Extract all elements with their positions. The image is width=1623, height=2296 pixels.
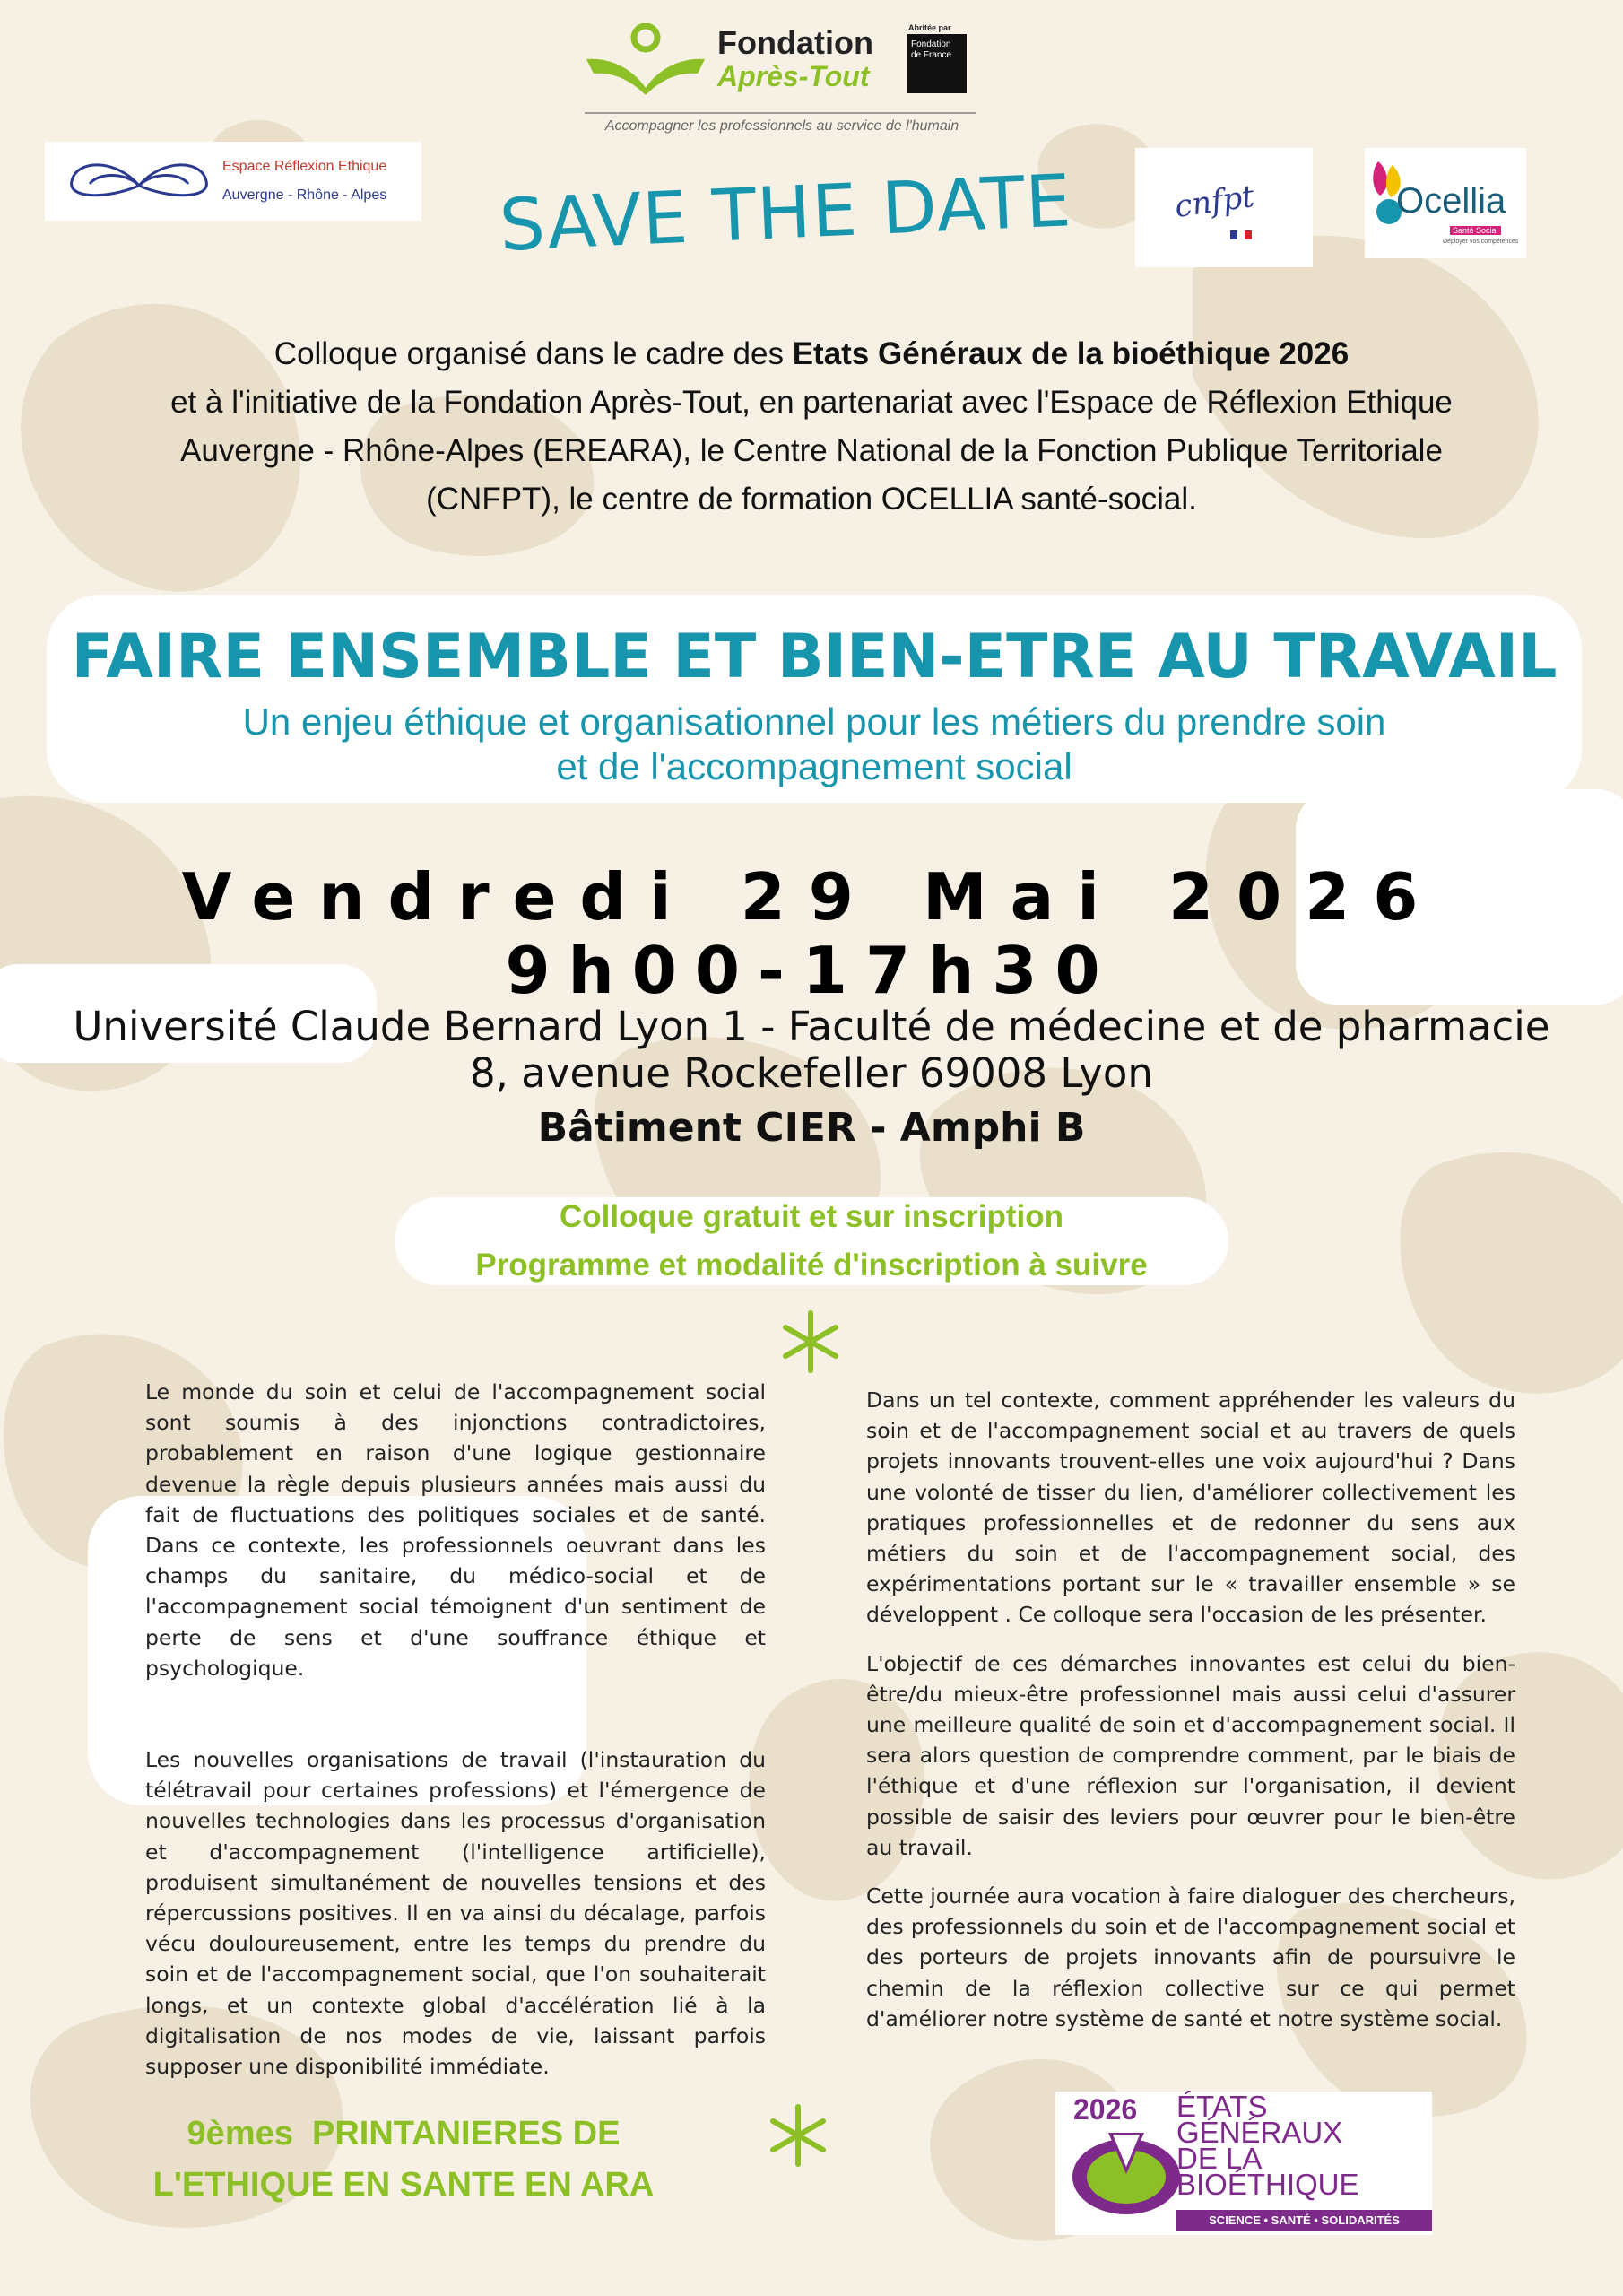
body-right-p1: Dans un tel contexte, comment appréhender les valeurs du soin et de l'accompagnement social et au travers de quels projets innovants trouvent-elles une voix aujourd'hui ? Dans une volonté de tisser du lien, d'améliorer collectivement les pratiques professionnelles et de redonner du sens aux métiers du soin et de l'accompagnement social, des expérimentations portant sur le « travailler ensemble » se développent . Ce colloque sera l'occasion de les présenter. — [866, 1387, 1515, 1628]
fondation-de-france-logo — [907, 34, 967, 93]
fondation-logo-icon — [583, 23, 708, 95]
egb-title — [1176, 2090, 1359, 2201]
body-right-p2: L'objectif de ces démarches innovantes est celui du bien-être/du mieux-être professionnel mais aussi celui d'assurer une meilleure qualité de soin et d'accompagnement social. Il sera alors question de comprendre comment, par le biais de l'éthique et d'une réflexion sur l'organisation, il devient possible de saisir des leviers pour œuvrer pour le bien-être au travail. — [866, 1650, 1515, 1860]
ereara-logo-icon — [63, 150, 215, 213]
intro-line2: et à l'initiative de la Fondation Après-Tout, en partenariat avec l'Espace de Réflexion Ethique — [170, 385, 1453, 420]
ocellia-badge: Santé Social — [1450, 226, 1501, 235]
registration-line1: Colloque gratuit et sur inscription — [560, 1199, 1063, 1234]
intro-text — [0, 330, 1623, 524]
asterisk-icon — [769, 2103, 827, 2168]
cnfpt-flag — [1230, 230, 1252, 239]
event-date: Vendredi 29 Mai 2026 — [181, 859, 1442, 935]
event-address: 8, avenue Rockefeller 69008 Lyon — [470, 1049, 1153, 1097]
intro-line4: (CNFPT), le centre de formation OCELLIA santé-social. — [426, 482, 1197, 517]
cnfpt-text: cnfpt — [1172, 178, 1257, 225]
event-room: Bâtiment CIER - Amphi B — [537, 1105, 1086, 1151]
body-left-p2: Les nouvelles organisations de travail (l'instauration du télétravail pour certaines professions) et l'émergence de nouvelles technologies dans les processus d'organisation et d'accompagnement (l'intelligence artificielle), produisent simultanément de nouvelles tensions et des répercussions positives. Il en va ainsi du décalage, parfois vécu douloureusement, entre les temps du prendre du soin et de l'accompagnement social, que l'on souhaiterait longs, et un contexte global d'accélération lié à la digitalisation de nos modes de vie, laissant parfois supposer une disponibilité immédiate. — [145, 1747, 766, 2080]
foundation-name: Fondation — [717, 24, 873, 61]
title-panel — [47, 595, 1582, 803]
egb-emblem-icon — [1068, 2127, 1185, 2217]
egb-band: SCIENCE • SANTÉ • SOLIDARITÉS — [1176, 2210, 1432, 2231]
ereara-logo — [45, 142, 421, 221]
body-left-p1: Le monde du soin et celui de l'accompagnement social sont soumis à des injonctions contradictoires, probablement en raison d'une logique gestionnaire devenue la règle depuis plusieurs années mais aussi du fait de fluctuations des politiques sociales et de santé. Dans ce contexte, les professionnels oeuvrant dans les champs du sanitaire, du médico-social et de l'accompagnement social témoignent d'un sentiment de perte de sens et d'une souffrance éthique et psychologique. — [145, 1379, 766, 1681]
intro-line3: Auvergne - Rhône-Alpes (EREARA), le Centre National de la Fonction Publique Territoriale — [180, 433, 1443, 468]
event-time: 9h00-17h30 — [505, 933, 1118, 1008]
ereara-line2: Auvergne - Rhône - Alpes — [222, 187, 387, 203]
footer-line2: L'ETHIQUE EN SANTE EN ARA — [152, 2166, 655, 2204]
cnfpt-logo — [1135, 148, 1313, 267]
foundation-subname: Après-Tout — [717, 60, 870, 92]
ocellia-name: Ocellia — [1396, 180, 1506, 221]
egb-line4: BIOÉTHIQUE — [1176, 2168, 1359, 2201]
intro-line1-bold: Etats Généraux de la bioéthique 2026 — [792, 336, 1350, 371]
logo-divider — [585, 112, 976, 114]
foundation-tagline: Accompagner les professionnels au service de l'humain — [604, 118, 959, 134]
body-right-p3: Cette journée aura vocation à faire dialoguer des chercheurs, des professionnels du soin et de l'accompagnement social et des porteurs de projets innovants afin de poursuivre le chemin de la réflexion collective sur ce qui permet d'améliorer notre système de santé et notre système social. — [866, 1883, 1515, 2031]
main-title: FAIRE ENSEMBLE ET BIEN-ETRE AU TRAVAIL — [71, 622, 1558, 692]
intro-line1-prefix: Colloque organisé dans le cadre des — [273, 336, 793, 371]
footer-line1: 9èmes PRINTANIERES DE — [187, 2115, 621, 2152]
ocellia-logo — [1365, 148, 1526, 258]
egb-year: 2026 — [1073, 2093, 1138, 2126]
registration-line2: Programme et modalité d'inscription à suivre — [475, 1248, 1148, 1283]
egb-line2: GÉNÉRAUX — [1176, 2116, 1343, 2149]
ocellia-tagline: Déployer vos compétences — [1443, 238, 1519, 245]
egb-logo — [1055, 2092, 1432, 2235]
asterisk-icon — [782, 1309, 839, 1374]
subtitle-line2: et de l'accompagnement social — [556, 745, 1072, 787]
sheltered-label: Abritée par — [908, 23, 951, 32]
egb-line3: DE LA — [1176, 2142, 1263, 2175]
intro-line1 — [0, 330, 1623, 378]
egb-line1: ÉTATS — [1176, 2090, 1268, 2123]
body-left-column — [145, 1377, 766, 2082]
subtitle-line1: Un enjeu éthique et organisationnel pour les métiers du prendre soin — [242, 700, 1386, 743]
event-venue: Université Claude Bernard Lyon 1 - Faculté de médecine et de pharmacie — [73, 1003, 1550, 1050]
save-the-date: SAVE THE DATE — [498, 159, 1074, 267]
sheltered-org: Fondation de France — [911, 39, 952, 60]
body-right-column — [866, 1385, 1515, 2034]
ereara-line1: Espace Réflexion Ethique — [222, 159, 387, 174]
fondation-logo — [583, 20, 977, 141]
